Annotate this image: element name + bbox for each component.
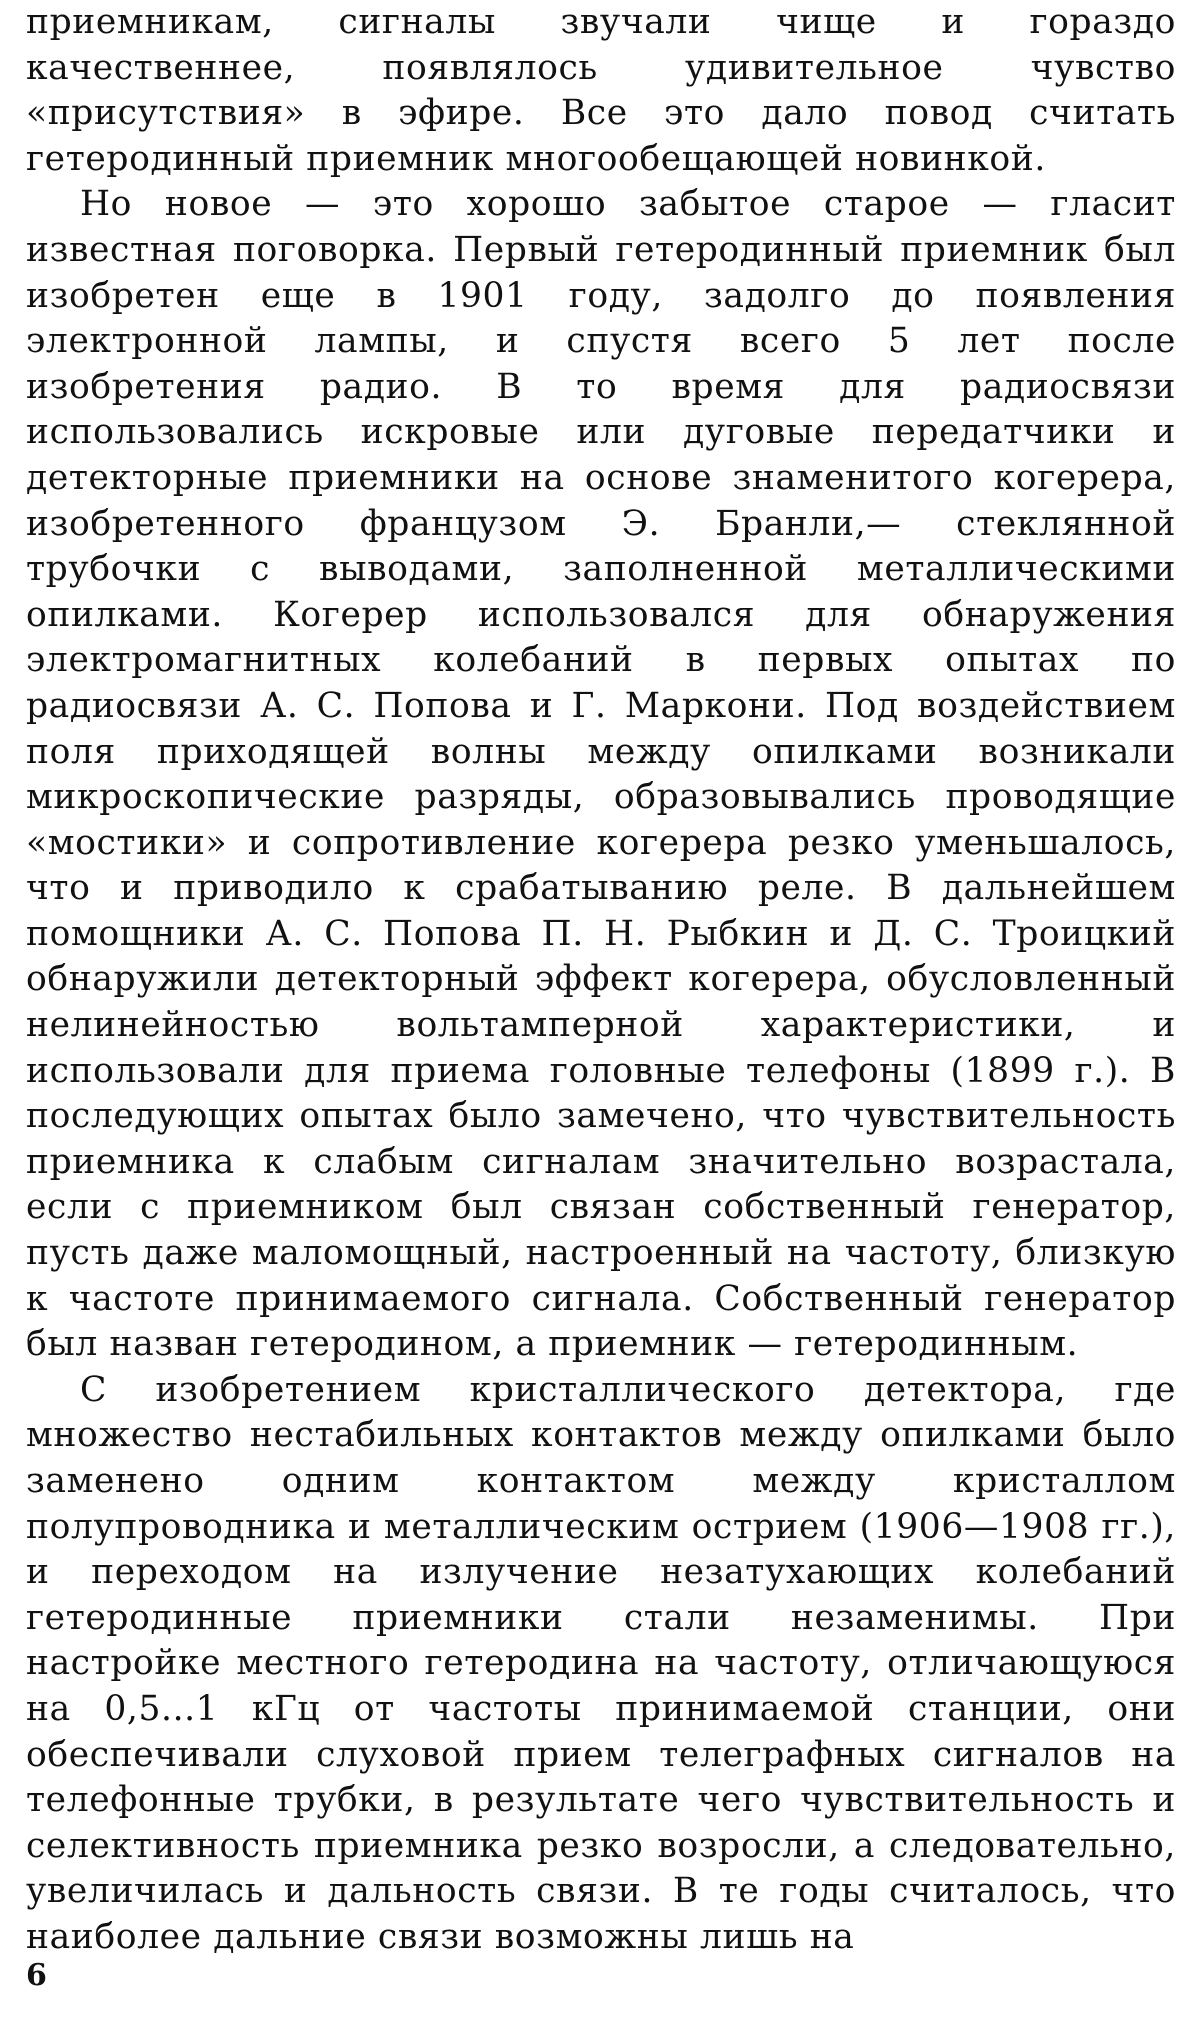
paragraph-history: Но новое — это хорошо забытое старое — гласит известная поговорка. Первый гетеродинный приемник был изобретен еще в 1901 году, задолго до появления электронной лампы, и спустя всего 5 лет после изобретения радио. В то время для радиосвязи использовались искровые или дуговые передатчики и детекторные приемники на основе знаменитого когерера, изобретенного французом Э. Бранли,— стеклянной трубочки с выводами, заполненной металлическими опилками. Когерер использовался для обнаружения электромагнитных колебаний в первых опытах по радиосвязи А. С. Попова и Г. Маркони. Под воздействием поля приходящей волны между опилками возникали микроскопические разряды, образовывались проводящие «мостики» и сопротивление когерера резко уменьшалось, что и приводило к срабатыванию реле. В дальнейшем помощники А. С. Попова П. Н. Рыбкин и Д. С. Троицкий обнаружили детекторный эффект когерера, обусловленный нелинейностью вольтамперной характеристики, и использовали для приема головные телефоны (1899 г.). В последующих опытах было замечено, что чувствительность приемника к слабым сигналам значительно возрастала, если с приемником был связан собственный генератор, пусть даже маломощный, настроенный на частоту, близкую к частоте принимаемого сигнала. Собственный генератор был назван гетеродином, а приемник — гетеродинным. <box>26 184 1176 1365</box>
paragraph-crystal-detector: С изобретением кристаллического детектора, где множество нестабильных контактов между опилками было заменено одним контактом между кристаллом полупроводника и металлическим острием (1906—1908 гг.), и переходом на излучение незатухающих колебаний гетеродинные приемники стали незаменимы. При настройке местного гетеродина на частоту, отличающуюся на 0,5...1 кГц от частоты принимаемой станции, они обеспечивали слуховой прием телеграфных сигналов на телефонные трубки, в результате чего чувствительность и селективность приемника резко возросли, а следовательно, увеличилась и дальность связи. В те годы считалось, что наиболее дальние связи возможны лишь на <box>26 1369 1176 1957</box>
page-number: 6 <box>26 1958 47 1993</box>
paragraph-continuation: приемникам, сигналы звучали чище и гораздо качественнее, появлялось удивительное чувство «присутствия» в эфире. Все это дало повод считать гетеродинный приемник многообещающей новинкой. <box>26 2 1176 179</box>
page-body <box>26 0 1176 1961</box>
